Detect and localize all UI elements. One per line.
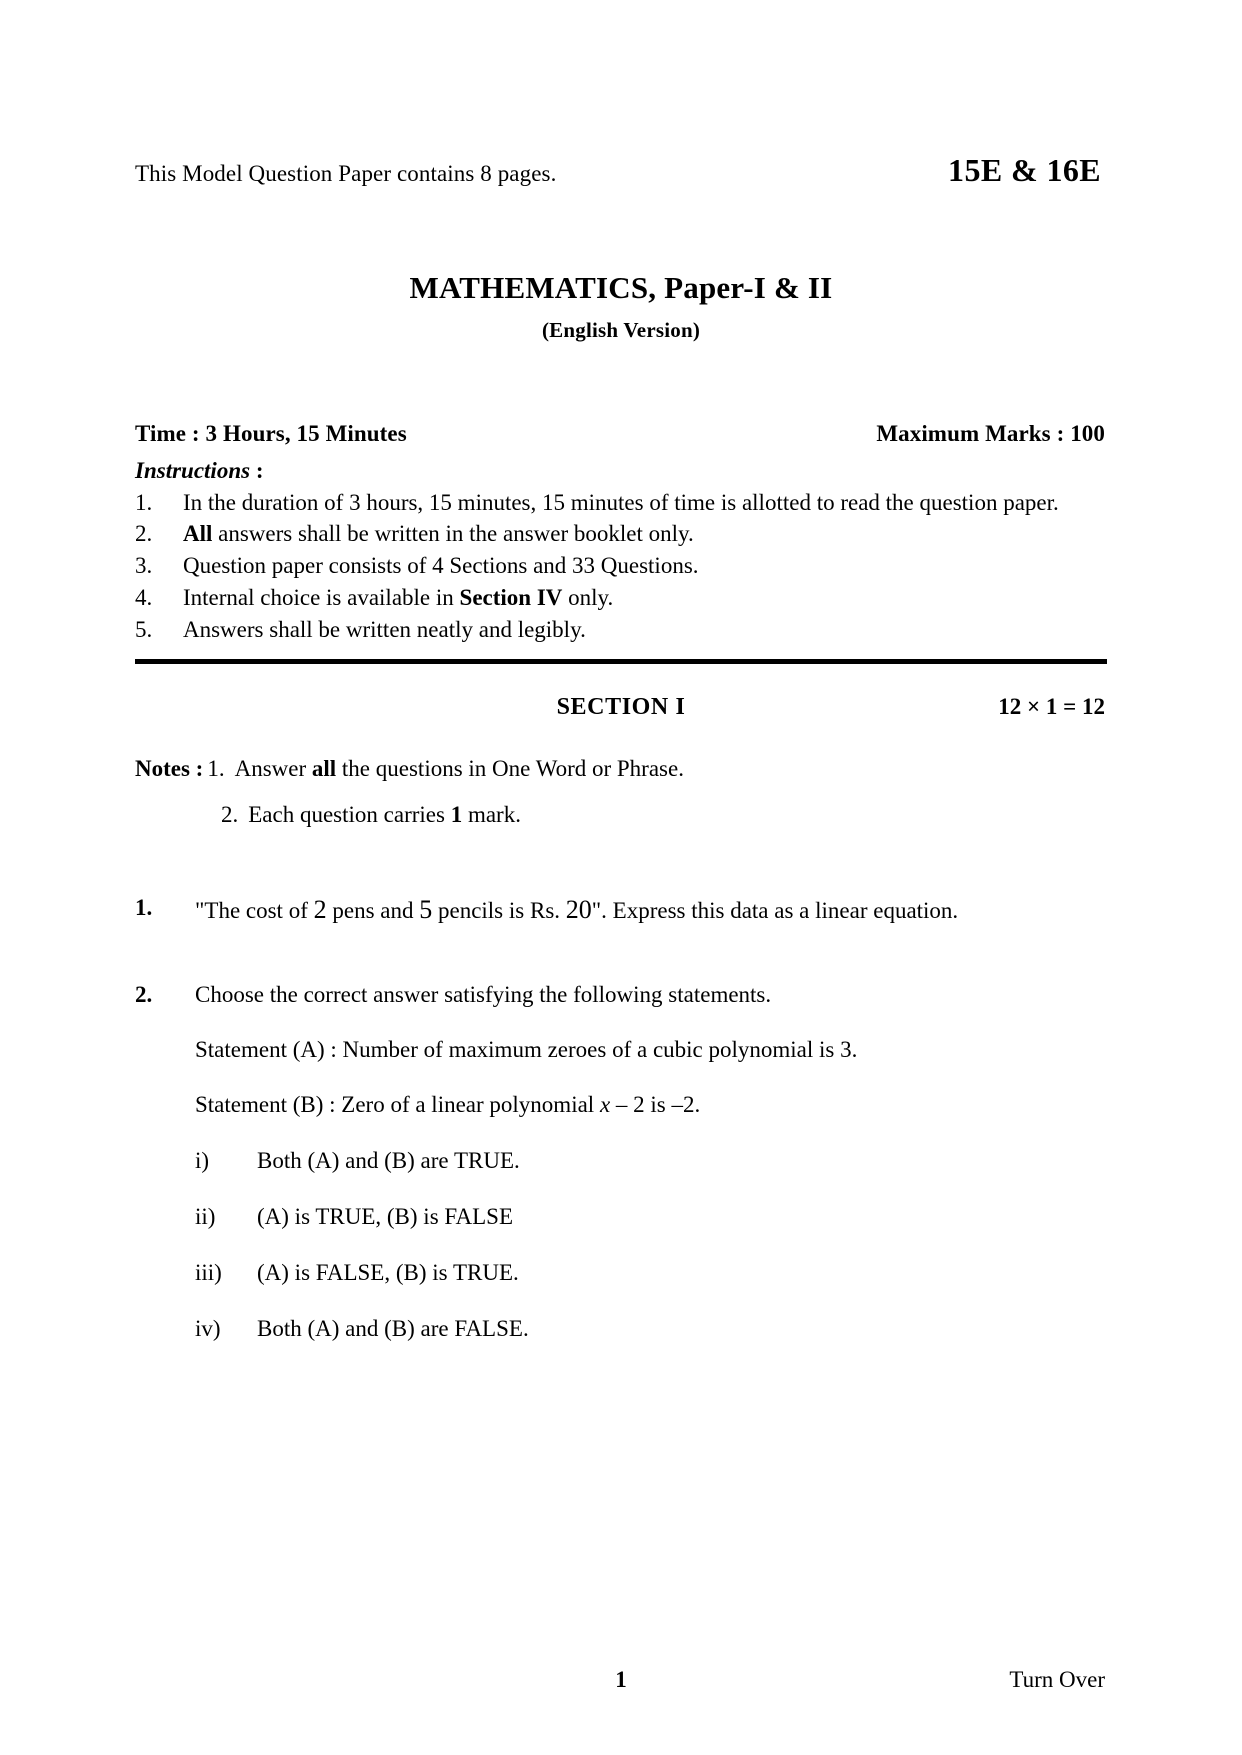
emphasis-text: All (183, 521, 213, 547)
inline-number: 2 (313, 894, 327, 924)
question-2-statement-b (195, 1089, 1107, 1120)
question-2-body (195, 979, 1107, 1370)
notes-label: Notes : (135, 756, 204, 782)
instruction-number: 1. (135, 489, 153, 515)
text-run: Answers shall be written neatly and legibly. (183, 617, 586, 643)
notes-line-2 (135, 800, 1107, 830)
instruction-text (183, 551, 1107, 581)
question-1-text (195, 892, 1107, 927)
inline-number: 20 (565, 894, 592, 924)
instructions-heading (135, 458, 1107, 484)
text-run: pencils is Rs. (432, 897, 566, 923)
option-marker: iii) (195, 1259, 222, 1285)
notes-item-1-number: 1. (207, 756, 225, 782)
question-2-options (195, 1146, 1107, 1344)
text-run: Answer (234, 756, 312, 782)
question-1 (135, 892, 1107, 927)
text-run: pens and (326, 897, 420, 923)
option-marker: i) (195, 1148, 210, 1174)
section-marks: 12 × 1 = 12 (998, 694, 1105, 720)
text-run: Question paper consists of 4 Sections and 33 Questions. (183, 553, 699, 579)
question-1-number: 1. (135, 894, 153, 920)
text-run: answers shall be written in the answer booklet only. (212, 521, 694, 547)
exam-code: 15E & 16E (948, 152, 1101, 188)
question-2-option (195, 1258, 1107, 1288)
option-text: Both (A) and (B) are TRUE. (257, 1148, 520, 1174)
instruction-item (135, 519, 1107, 549)
question-2-statement-a (195, 1034, 1107, 1065)
text-run: Each question carries (248, 801, 451, 827)
questions-list (135, 892, 1107, 1370)
option-text: (A) is FALSE, (B) is TRUE. (257, 1259, 519, 1285)
emphasis-text: 1 (450, 801, 463, 827)
math-variable: x (599, 1092, 611, 1118)
text-run: mark. (462, 801, 521, 827)
emphasis-text: all (311, 756, 337, 782)
instruction-item (135, 615, 1107, 645)
instruction-number: 5. (135, 617, 153, 643)
text-run: In the duration of 3 hours, 15 minutes, 15 minutes of time is allotted to read the question paper. (183, 489, 1059, 515)
section-divider-rule (135, 659, 1107, 664)
page-title: MATHEMATICS, Paper-I & II (409, 269, 833, 305)
page-header (135, 152, 1107, 188)
instruction-text (183, 519, 1107, 549)
instruction-number: 4. (135, 585, 153, 611)
option-marker: iv) (195, 1315, 221, 1341)
notes-block (135, 754, 1107, 830)
text-run: – 2 is –2. (610, 1092, 701, 1118)
section-title: SECTION I (556, 694, 686, 721)
instruction-text (183, 615, 1107, 645)
text-run: Statement (A) : Number of maximum zeroes of a cubic polynomial is 3. (195, 1036, 858, 1062)
option-marker: ii) (195, 1203, 216, 1229)
text-run: the questions in One Word or Phrase. (336, 756, 684, 782)
instruction-text (183, 488, 1107, 518)
title-block (135, 270, 1107, 343)
instruction-text (183, 583, 1107, 613)
notes-line-1 (135, 754, 1107, 784)
instruction-item (135, 488, 1107, 518)
instructions-list (135, 488, 1107, 645)
question-2-number: 2. (135, 981, 153, 1007)
turn-over-label: Turn Over (1009, 1667, 1105, 1692)
question-spacer (135, 927, 1107, 979)
text-run: Statement (B) : Zero of a linear polynomial (195, 1092, 600, 1118)
text-run: ". Express this data as a linear equation. (591, 897, 959, 923)
instruction-number: 2. (135, 521, 153, 547)
instruction-item (135, 583, 1107, 613)
exam-duration: Time : 3 Hours, 15 Minutes (135, 420, 407, 446)
text-run: only. (562, 585, 614, 611)
notes-item-1-text (235, 754, 684, 784)
page-subtitle: (English Version) (541, 317, 701, 342)
instruction-item (135, 551, 1107, 581)
option-text: Both (A) and (B) are FALSE. (257, 1315, 529, 1341)
question-2-option (195, 1146, 1107, 1176)
question-2-stem: Choose the correct answer satisfying the following statements. (195, 981, 772, 1007)
instructions-heading-text: Instructions (135, 457, 251, 483)
page-number: 1 (615, 1667, 627, 1692)
instructions-heading-colon: : (250, 457, 264, 483)
instruction-number: 3. (135, 553, 153, 579)
text-run: "The cost of (195, 897, 314, 923)
question-2-option (195, 1202, 1107, 1232)
exam-meta-row (135, 421, 1107, 447)
text-run: Internal choice is available in (183, 585, 460, 611)
maximum-marks: Maximum Marks : 100 (876, 420, 1105, 446)
emphasis-text: Section IV (459, 585, 563, 611)
page-footer (135, 1667, 1107, 1697)
inline-number: 5 (419, 894, 433, 924)
section-header-row (135, 694, 1107, 726)
question-2 (135, 979, 1107, 1370)
notes-item-2-text (248, 800, 521, 830)
option-text: (A) is TRUE, (B) is FALSE (257, 1203, 513, 1229)
pages-count-note: This Model Question Paper contains 8 pages. (135, 161, 557, 186)
question-2-option (195, 1314, 1107, 1344)
notes-item-2-number: 2. (221, 801, 239, 827)
